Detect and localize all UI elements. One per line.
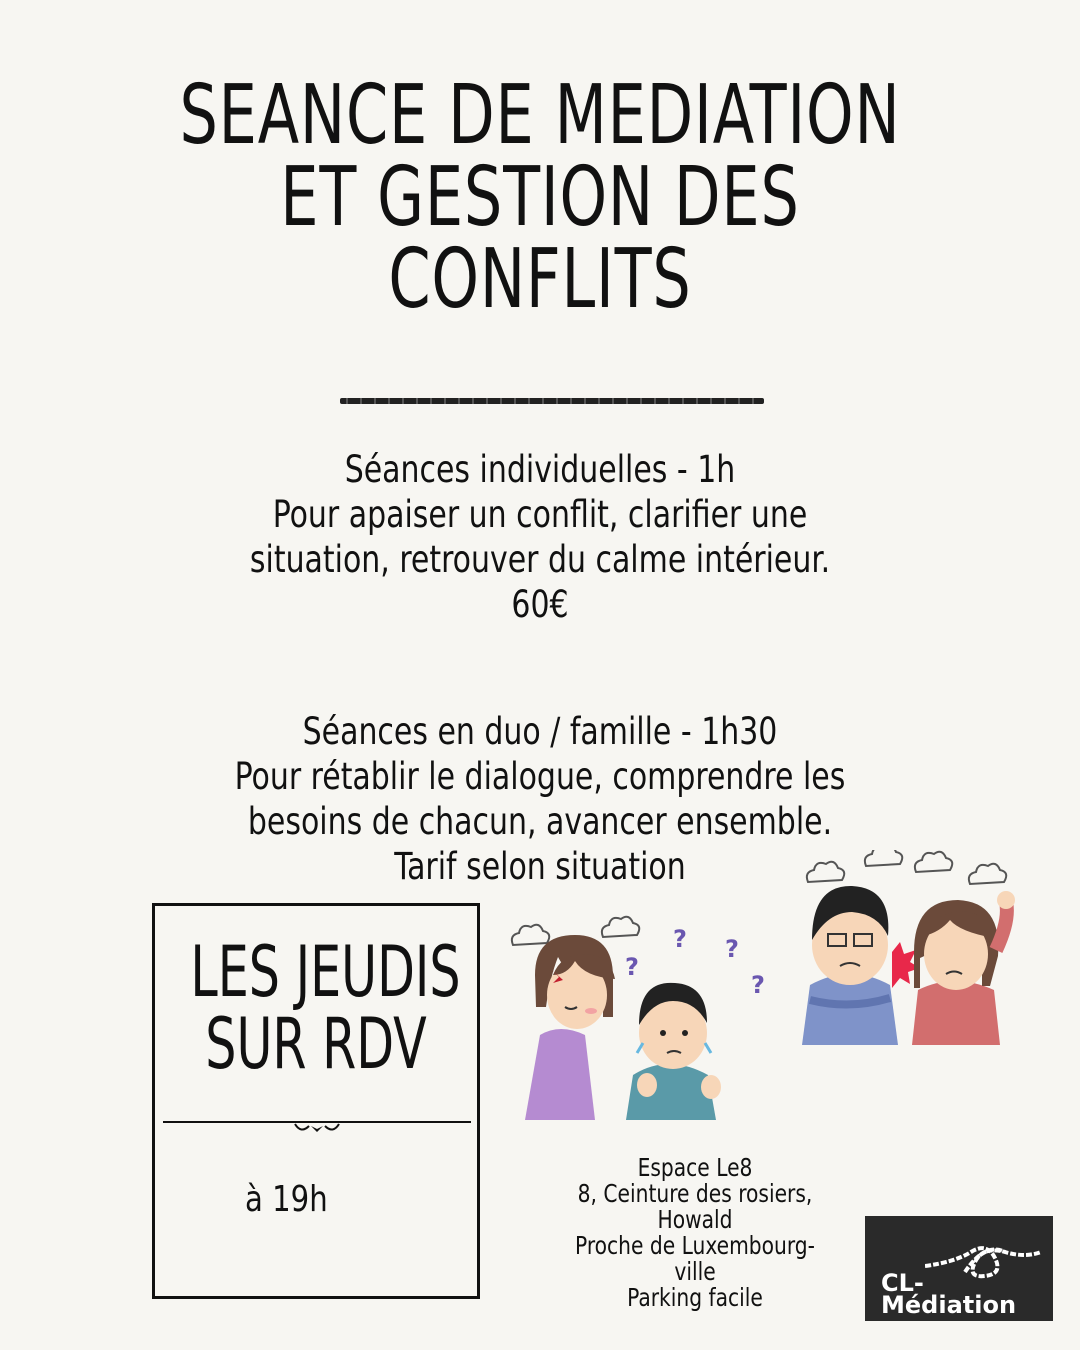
duo-desc-line-1: Pour rétablir le dialogue, comprendre les [234,755,846,798]
schedule-time: à 19h [245,1179,328,1220]
cl-mediation-logo [865,1216,1053,1321]
logo-line-1: CL- [881,1269,924,1297]
duo-desc-line-2: besoins de chacun, avancer ensemble. [247,800,833,843]
duo-heading: Séances en duo / famille - 1h30 [302,710,778,753]
page-title [97,68,983,327]
title-divider [340,398,764,404]
svg-text:?: ? [725,935,739,963]
individual-desc-line-2: situation, retrouver du calme intérieur. [249,538,831,581]
schedule-box [152,903,480,1299]
logo-line-2: Médiation [881,1291,1017,1319]
address-block [560,1155,830,1311]
logo-text [881,1269,1017,1319]
schedule-title [190,931,461,1085]
svg-text:?: ? [751,971,765,999]
address-line-1: Espace Le8 [637,1153,753,1182]
title-line-1: SEANCE DE MEDIATION [179,68,901,163]
individual-price: 60€ [511,583,569,626]
address-line-3: Howald [657,1205,733,1234]
svg-text:?: ? [625,953,639,981]
address-line-2: 8, Ceinture des rosiers, [577,1179,813,1208]
title-line-3: CONFLITS [388,232,692,327]
individual-desc-line-1: Pour apaiser un conflit, clarifier une [272,493,808,536]
schedule-line-1: LES JEUDIS [190,931,461,1013]
address-line-5: ville [674,1257,716,1286]
arguing-woman-boy-illustration [505,915,775,1120]
duo-price: Tarif selon situation [394,845,686,888]
individual-section [54,447,1026,627]
schedule-line-2: SUR RDV [205,1003,427,1085]
individual-heading: Séances individuelles - 1h [344,448,736,491]
ornament-divider-icon [163,1114,471,1138]
address-line-4: Proche de Luxembourg- [575,1231,815,1260]
title-line-2: ET GESTION DES [280,150,800,245]
svg-text:?: ? [673,925,687,953]
angry-couple-illustration [800,850,1025,1045]
address-line-6: Parking facile [627,1283,763,1312]
